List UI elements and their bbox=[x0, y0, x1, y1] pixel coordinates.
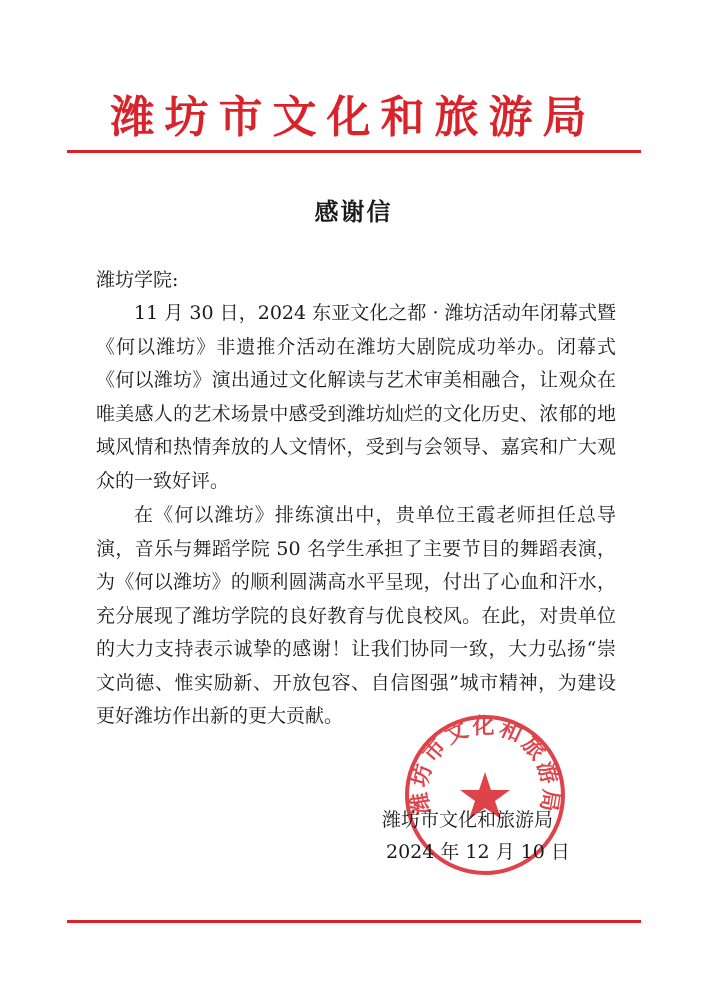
signature-org: 潍坊市文化和旅游局 bbox=[382, 809, 554, 831]
signature-date: 2024 年 12 月 10 日 bbox=[386, 841, 570, 863]
letterhead-divider bbox=[67, 150, 641, 153]
salutation: 潍坊学院: bbox=[96, 269, 179, 291]
document-title: 感谢信 bbox=[314, 198, 393, 226]
body-paragraph-1: 11 月 30 日，2024 东亚文化之都 · 潍坊活动年闭幕式暨《何以潍坊》非遗推介活动在潍坊大剧院成功举办。闭幕式《何以潍坊》演出通过文化解读与艺术审美相融合，让观众在唯美感人的艺术场景中感受到潍坊灿烂的文化历史、浓郁的地域风情和热情奔放的人文情怀，受到与会领导、嘉宾和广大观众的一致好评。 bbox=[96, 302, 616, 492]
body-paragraph-2: 在《何以潍坊》排练演出中，贵单位王霞老师担任总导演，音乐与舞蹈学院 50 名学生承担了主要节目的舞蹈表演，为《何以潍坊》的顺利圆满高水平呈现，付出了心血和汗水，充分展现了潍坊学院的良好教育与优良校风。在此，对贵单位的大力支持表示诚挚的感谢！让我们协同一致，大力弘扬“崇文尚德、惟实励新、开放包容、自信图强”城市精神，为建设更好潍坊作出新的更大贡献。 bbox=[96, 504, 616, 727]
seal-text: 潍坊市文化和旅游局 bbox=[406, 714, 564, 817]
footer-divider bbox=[67, 920, 641, 923]
letterhead-title: 潍坊市文化和旅游局 bbox=[110, 92, 597, 143]
